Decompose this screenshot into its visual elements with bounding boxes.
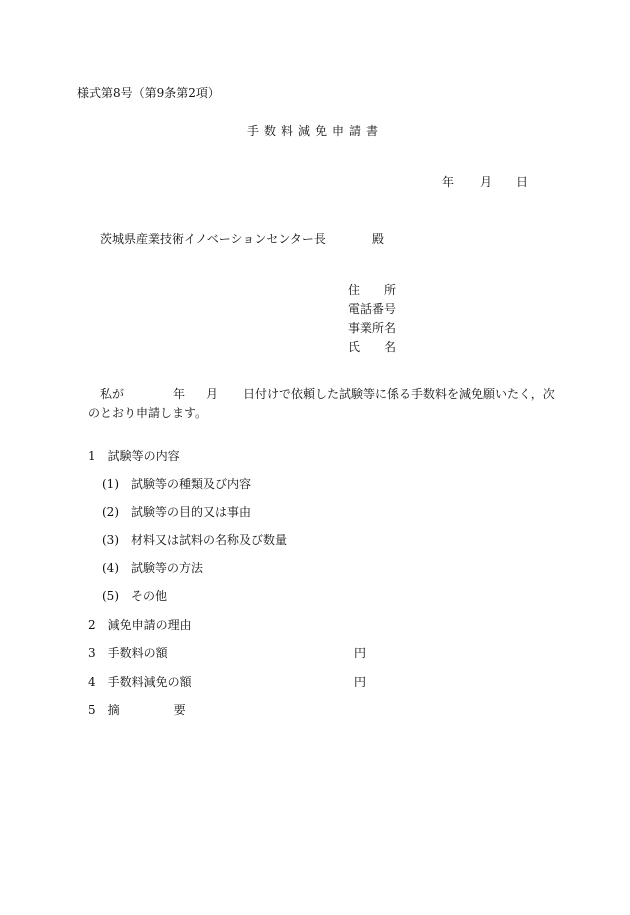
addressee-honorific: 殿 bbox=[372, 232, 385, 246]
item-1-3-number: (3) bbox=[102, 533, 119, 547]
body-prefix: 私が bbox=[100, 387, 125, 401]
item-4-label: 手数料減免の額 bbox=[107, 675, 192, 689]
item-1-3 bbox=[102, 534, 287, 546]
item-1-2 bbox=[102, 506, 251, 518]
address-label-char1: 住 bbox=[348, 283, 361, 297]
body-year-label: 年 bbox=[173, 387, 186, 401]
item-5 bbox=[88, 704, 186, 716]
item-5-label1: 摘 bbox=[107, 703, 120, 717]
item-1-4-label: 試験等の方法 bbox=[131, 561, 204, 575]
addressee-name: 茨城県産業技術イノベーションセンター長 bbox=[100, 232, 326, 246]
item-1-2-label: 試験等の目的又は事由 bbox=[131, 505, 252, 519]
item-1-1 bbox=[102, 478, 251, 490]
item-1-2-number: (2) bbox=[102, 505, 119, 519]
item-3-label: 手数料の額 bbox=[107, 646, 168, 660]
date-day-label: 日 bbox=[516, 175, 529, 189]
body-month-label: 月 bbox=[206, 387, 219, 401]
item-2-label: 減免申請の理由 bbox=[107, 618, 192, 632]
document-title: 手数料減免申請書 bbox=[247, 124, 384, 138]
item-1-label: 試験等の内容 bbox=[107, 449, 180, 463]
item-1-1-number: (1) bbox=[102, 477, 119, 491]
form-number-label: 様式第8号（第9条第2項） bbox=[77, 86, 220, 100]
item-1-4 bbox=[102, 562, 203, 574]
item-3-number: 3 bbox=[88, 646, 96, 660]
address-label-char2: 所 bbox=[384, 283, 397, 297]
item-5-label2: 要 bbox=[173, 703, 186, 717]
item-1-3-label: 材料又は試料の名称及び数量 bbox=[131, 533, 288, 547]
item-1-4-number: (4) bbox=[102, 561, 119, 575]
body-line2: のとおり申請します。 bbox=[88, 406, 208, 420]
full-name-label-char1: 氏 bbox=[348, 340, 361, 354]
item-2 bbox=[88, 619, 192, 631]
address-label bbox=[348, 284, 396, 296]
full-name-label-char2: 名 bbox=[384, 340, 397, 354]
item-4-number: 4 bbox=[88, 675, 96, 689]
date-month-label: 月 bbox=[480, 175, 493, 189]
phone-number-label: 電話番号 bbox=[348, 302, 397, 316]
item-1-5-number: (5) bbox=[102, 589, 119, 603]
item-1 bbox=[88, 450, 180, 462]
item-2-number: 2 bbox=[88, 618, 96, 632]
body-line1-rest: 日付けで依頼した試験等に係る手数料を減免願いたく，次 bbox=[243, 387, 555, 401]
item-1-number: 1 bbox=[88, 449, 96, 463]
business-name-label: 事業所名 bbox=[348, 321, 397, 335]
date-year-label: 年 bbox=[442, 175, 455, 189]
item-4 bbox=[88, 676, 192, 688]
item-4-unit: 円 bbox=[354, 675, 367, 689]
item-3 bbox=[88, 647, 168, 659]
item-1-1-label: 試験等の種類及び内容 bbox=[131, 477, 252, 491]
item-5-number: 5 bbox=[88, 703, 96, 717]
item-1-5-label: その他 bbox=[131, 589, 168, 603]
item-1-5 bbox=[102, 590, 167, 602]
item-3-unit: 円 bbox=[354, 646, 367, 660]
full-name-label bbox=[348, 341, 396, 353]
